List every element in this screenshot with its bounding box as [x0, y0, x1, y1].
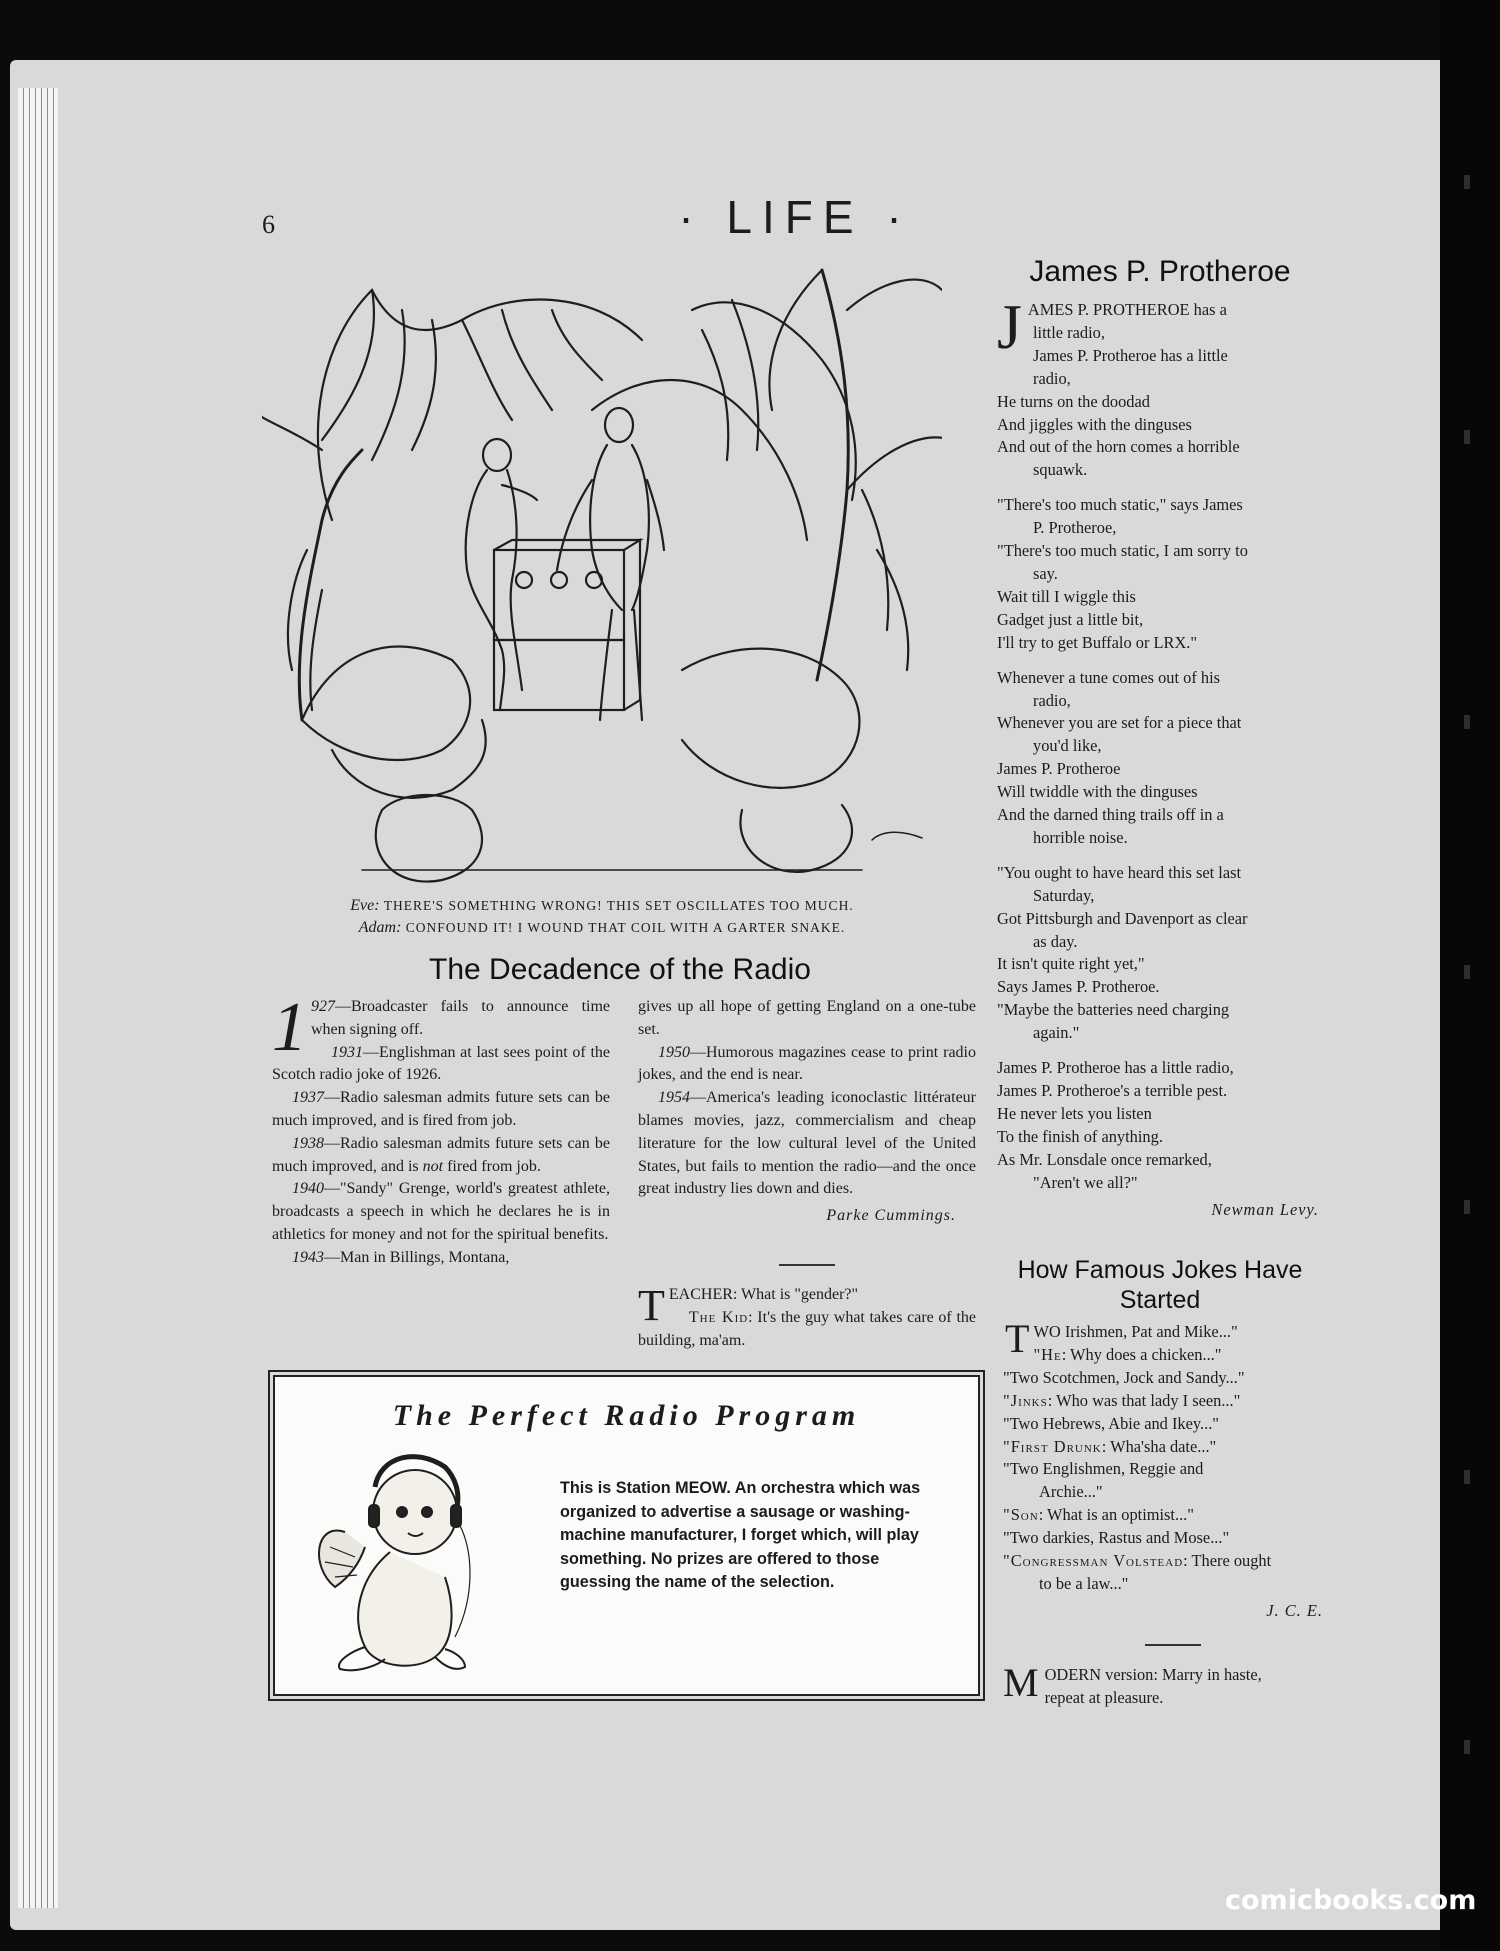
- joke-line: [1003, 1550, 1343, 1573]
- chronology-entry: [638, 996, 976, 1042]
- poem-line: James P. Protheroe has a little radio,: [997, 1058, 1234, 1078]
- poem-line: "There's too much static," says James: [997, 495, 1243, 515]
- entry-text: —America's leading iconoclastic littérateur blames movies, jazz, commercialism and cheap literature for the low cultural level of the United States, but fails to mention the radio—and the once great industry lies down and dies.: [638, 1089, 976, 1198]
- poem-line: as day.: [1033, 931, 1078, 951]
- joke-speaker: "He: [1033, 1344, 1062, 1364]
- joke-line: [1003, 1413, 1343, 1436]
- joke-text: : There ought: [1183, 1551, 1272, 1571]
- joke-text: Archie...": [1039, 1482, 1103, 1502]
- modern-version-joke: [1003, 1630, 1343, 1710]
- joke-line: [1003, 1321, 1343, 1344]
- joke-line: [1003, 1527, 1343, 1550]
- eve-adam-radio-illustration: [262, 250, 942, 900]
- poem-line: As Mr. Lonsdale once remarked,: [997, 1149, 1212, 1169]
- poem-line: Whenever you are set for a piece that: [997, 713, 1242, 733]
- poem-line: To the finish of anything.: [997, 1126, 1163, 1146]
- decadence-author: Parke Cummings.: [826, 1207, 956, 1225]
- joke-text: to be a law...": [1039, 1573, 1129, 1593]
- cherub-with-headphones-illustration: [305, 1437, 485, 1677]
- perfect-program-title: The Perfect Radio Program: [392, 1399, 861, 1432]
- poem-line: Whenever a tune comes out of his: [997, 667, 1221, 687]
- chronology-entry: [272, 1178, 610, 1246]
- poem-line: And out of the horn comes a horrible: [997, 437, 1240, 457]
- joke-line: [1003, 1367, 1343, 1390]
- decadence-column-2: [638, 996, 976, 1228]
- joke-line: [1003, 1573, 1343, 1596]
- poem-line: And jiggles with the dinguses: [997, 414, 1192, 434]
- poem-line: "Maybe the batteries need charging: [997, 1000, 1230, 1020]
- decadence-column-1: [272, 989, 610, 1270]
- poem-line: He never lets you listen: [997, 1103, 1152, 1123]
- kid-speaker: The Kid: [688, 1308, 749, 1326]
- entry-emphasis: not: [422, 1157, 444, 1175]
- poem-stanza: [997, 862, 1339, 1045]
- poem-line: James P. Protheroe's a terrible pest.: [997, 1081, 1228, 1100]
- protheroe-poem: [997, 291, 1339, 1221]
- chronology-entry: [272, 1247, 610, 1270]
- joke-speaker: "Son: [1003, 1505, 1039, 1525]
- poem-line: again.": [1033, 1023, 1080, 1043]
- entry-year: 1940: [292, 1180, 324, 1198]
- poem-line: "There's too much static, I am sorry to: [997, 541, 1248, 561]
- caption-speaker: Adam:: [358, 919, 402, 936]
- perfect-radio-program-box: [273, 1375, 980, 1696]
- protheroe-author: Newman Levy.: [1211, 1199, 1319, 1219]
- joke-line: [1003, 1481, 1343, 1504]
- entry-text: gives up all hope of getting England on a one-tube set.: [638, 998, 976, 1038]
- poem-line: little radio,: [1033, 322, 1105, 342]
- famous-jokes-title: How Famous Jokes Have Started: [1017, 1256, 1303, 1314]
- poem-stanza: [997, 1057, 1339, 1194]
- kid-text: : It's the guy what takes care of the building, ma'am.: [638, 1308, 976, 1349]
- caption-line-eve: [262, 895, 942, 917]
- poem-stanza: [997, 494, 1339, 654]
- poem-line: Will twiddle with the dinguses: [997, 782, 1198, 802]
- poem-line: you'd like,: [1033, 736, 1102, 756]
- poem-line: I'll try to get Buffalo or LRX.": [997, 632, 1198, 652]
- joke-text: : What is an optimist...": [1038, 1505, 1194, 1525]
- caption-text: CONFOUND IT! I WOUND THAT COIL WITH A GARTER SNAKE.: [405, 920, 846, 935]
- teacher-speaker: EACHER: [668, 1286, 733, 1303]
- entry-year: 1954: [658, 1089, 690, 1107]
- caption-line-adam: [262, 917, 942, 939]
- watermark: comicbooks.com: [1225, 1885, 1477, 1916]
- entry-text: —Humorous magazines cease to print radio jokes, and the end is near.: [638, 1043, 976, 1084]
- joke-text: : Wha'sha date...": [1101, 1436, 1217, 1456]
- entry-year: 1950: [658, 1043, 690, 1061]
- famous-jokes-author: J. C. E.: [1266, 1600, 1323, 1620]
- joke-line: [1003, 1390, 1343, 1413]
- joke-text: : Why does a chicken...": [1061, 1344, 1222, 1364]
- poem-line: say.: [1033, 563, 1058, 583]
- poem-line: Says James P. Protheroe.: [997, 977, 1160, 997]
- poem-stanza: [997, 667, 1339, 850]
- binding-spine: [1440, 0, 1500, 1951]
- caption-text: THERE'S SOMETHING WRONG! THIS SET OSCILLATES TOO MUCH.: [383, 898, 854, 913]
- joke-line: [1003, 1344, 1343, 1367]
- poem-line: radio,: [1033, 690, 1071, 710]
- poem-line: radio,: [1033, 368, 1071, 388]
- chronology-entry: [272, 1087, 610, 1133]
- joke-text: "Two Englishmen, Reggie and: [1003, 1459, 1204, 1479]
- entry-text: —Broadcaster fails to announce time when signing off.: [311, 998, 610, 1038]
- modern-line: repeat at pleasure.: [1044, 1687, 1164, 1707]
- chronology-entry: [272, 1042, 610, 1088]
- entry-year: 1931: [331, 1043, 363, 1061]
- joke-text: "Two Hebrews, Abie and Ikey...": [1003, 1413, 1219, 1433]
- joke-line: [1003, 1436, 1343, 1459]
- kid-line: [638, 1307, 976, 1353]
- entry-text: —Radio salesman admits future sets can be much improved, and is fired from job.: [272, 1089, 610, 1129]
- drop-cap: J: [997, 291, 1022, 362]
- poem-stanza: [997, 291, 1339, 482]
- poem-line: James P. Protheroe has a little: [1033, 345, 1228, 365]
- poem-line: Got Pittsburgh and Davenport as clear: [997, 908, 1248, 928]
- drop-cap: T: [1005, 1316, 1030, 1361]
- entry-year: 927: [311, 998, 335, 1015]
- poem-line: Gadget just a little bit,: [997, 609, 1144, 629]
- famous-jokes-list: [1003, 1316, 1343, 1623]
- joke-line: [1003, 1504, 1343, 1527]
- teacher-text: : What is "gender?": [732, 1286, 859, 1303]
- joke-text: : Who was that lady I seen...": [1047, 1390, 1241, 1410]
- chronology-entry: [272, 1133, 610, 1179]
- entry-text: fired from job.: [443, 1157, 541, 1175]
- joke-text: "Two Scotchmen, Jock and Sandy...": [1003, 1367, 1245, 1387]
- modern-line: ODERN version: Marry in haste,: [1044, 1665, 1262, 1684]
- entry-text: —Englishman at last sees point of the Scotch radio joke of 1926.: [272, 1043, 610, 1084]
- section-rule: [779, 1264, 835, 1266]
- page-number: 6: [262, 210, 275, 239]
- poem-line: horrible noise.: [1033, 827, 1128, 847]
- poem-line: AMES P. PROTHEROE has a: [1027, 300, 1227, 319]
- joke-speaker: "Congressman Volstead: [1003, 1551, 1184, 1571]
- perfect-program-body: This is Station MEOW. An orchestra which was organized to advertise a sausage or washing-machine manufacturer, I forget which, will play something. No prizes are offered to those guessing the name of the selection.: [560, 1479, 921, 1591]
- entry-text: —Radio salesman admits future sets can be much improved, and is: [272, 1134, 610, 1175]
- masthead: · LIFE ·: [678, 191, 912, 243]
- joke-line: [1003, 1458, 1343, 1481]
- joke-text: WO Irishmen, Pat and Mike...": [1033, 1322, 1238, 1341]
- chronology-entry: [638, 1087, 976, 1201]
- caption-speaker: Eve:: [350, 897, 380, 914]
- entry-text: —"Sandy" Grenge, world's greatest athlete, broadcasts a speech in which he declares he is in athletics for money and not for the spiritual benefits.: [272, 1180, 610, 1243]
- section-rule: [1145, 1644, 1201, 1646]
- poem-line: He turns on the doodad: [997, 391, 1150, 411]
- chronology-entry: [638, 1042, 976, 1088]
- entry-year: 1938: [292, 1134, 324, 1152]
- entry-year: 1937: [292, 1089, 324, 1107]
- joke-speaker: "Jinks: [1003, 1390, 1048, 1410]
- poem-line: Saturday,: [1033, 885, 1095, 905]
- poem-line: "You ought to have heard this set last: [997, 862, 1242, 882]
- joke-speaker: "First Drunk: [1003, 1436, 1102, 1456]
- entry-year: 1943: [292, 1248, 324, 1266]
- page-edges: [18, 88, 58, 1908]
- entry-text: —Man in Billings, Montana,: [324, 1248, 510, 1266]
- drop-cap: 1: [272, 989, 307, 1066]
- poem-line: squawk.: [1033, 460, 1088, 480]
- drop-cap: T: [638, 1281, 665, 1330]
- teacher-joke: [638, 1250, 976, 1352]
- decadence-title: The Decadence of the Radio: [429, 953, 811, 986]
- poem-line: And the darned thing trails off in a: [997, 805, 1224, 825]
- protheroe-title: James P. Protheroe: [1029, 255, 1291, 288]
- poem-line: "Aren't we all?": [1033, 1172, 1138, 1192]
- poem-line: Wait till I wiggle this: [997, 586, 1136, 606]
- drop-cap: M: [1003, 1660, 1039, 1705]
- poem-line: It isn't quite right yet,": [997, 954, 1145, 974]
- poem-line: P. Protheroe,: [1033, 518, 1117, 538]
- poem-line: James P. Protheroe: [997, 759, 1121, 779]
- illustration-caption: [262, 895, 942, 939]
- joke-text: "Two darkies, Rastus and Mose...": [1003, 1528, 1230, 1548]
